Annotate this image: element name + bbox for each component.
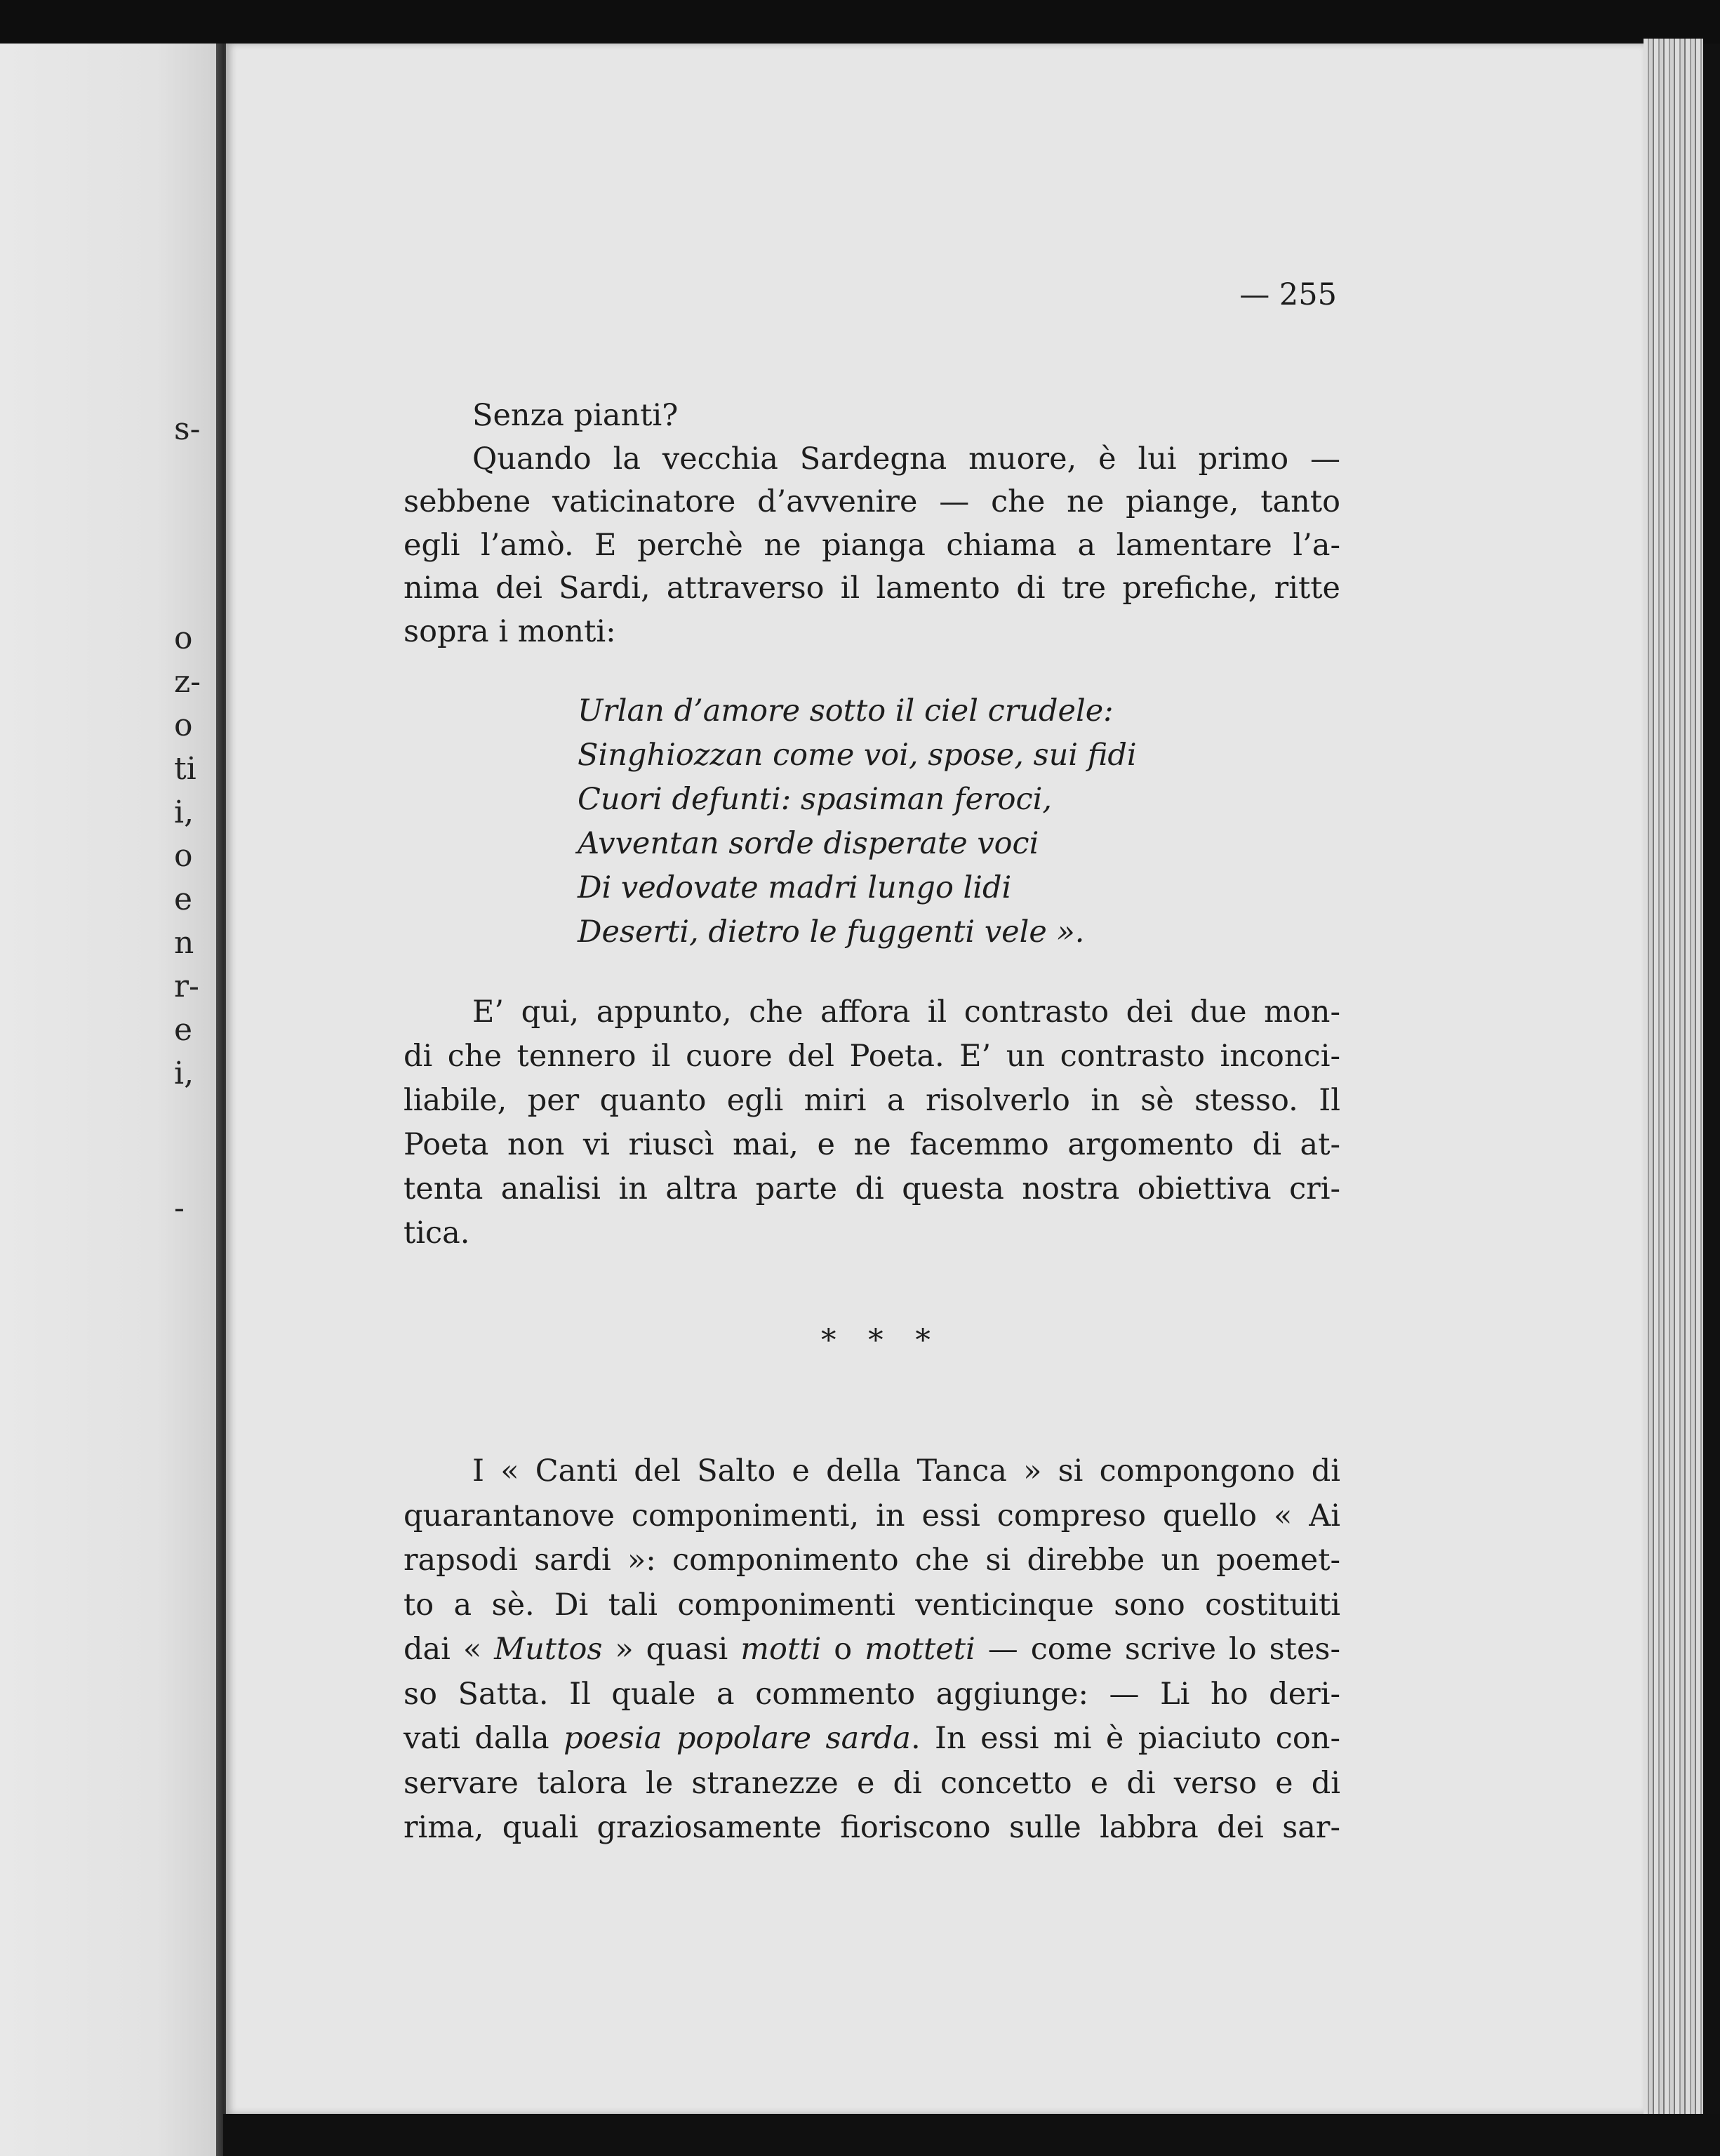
- scan-bottom-border: [223, 2114, 1720, 2156]
- text-run: — come scrive lo stes-: [975, 1632, 1341, 1667]
- poem-line: Cuori defunti: spasiman feroci,: [578, 782, 1053, 817]
- text-line: Senza pianti?: [472, 398, 679, 433]
- left-fragment: i,: [174, 794, 194, 830]
- text-run: . In essi mi è piaciuto con-: [910, 1721, 1340, 1756]
- text-line: quarantanove componimenti, in essi compreso quello « Ai: [404, 1498, 1340, 1533]
- text-run: » quasi: [602, 1632, 741, 1667]
- left-fragment: e: [174, 1012, 193, 1048]
- text-run: o: [821, 1632, 865, 1667]
- text-line: sebbene vaticinatore d’avvenire — che ne piange, tanto: [404, 484, 1340, 519]
- text-line: servare talora le stranezze e di concetto e di verso e di: [404, 1765, 1340, 1801]
- text-run: vati dalla: [404, 1721, 564, 1756]
- italic-term: poesia popolare sarda: [564, 1721, 911, 1756]
- left-fragment: i,: [174, 1056, 194, 1091]
- text-line-with-italics: [404, 1717, 1340, 1762]
- text-line: so Satta. Il quale a commento aggiunge: — Li ho deri-: [404, 1676, 1340, 1712]
- text-line: rapsodi sardi »: componimento che si direbbe un poemet-: [404, 1543, 1340, 1578]
- text-line-with-italics: [404, 1628, 1340, 1672]
- poem-line: Urlan d’amore sotto il ciel crudele:: [578, 693, 1114, 728]
- left-fragment: r-: [174, 969, 199, 1004]
- text-line: Quando la vecchia Sardegna muore, è lui primo —: [472, 441, 1340, 477]
- text-line: rima, quali graziosamente fioriscono sulle labbra dei sar-: [404, 1810, 1340, 1845]
- left-fragment: -: [174, 1190, 185, 1226]
- text-line: egli l’amò. E perchè ne pianga chiama a lamentare l’a-: [404, 527, 1340, 563]
- italic-term: motti: [740, 1632, 822, 1667]
- text-line: I « Canti del Salto e della Tanca » si compongono di: [472, 1453, 1340, 1489]
- left-fragment: n: [174, 925, 194, 961]
- text-line: E’ qui, appunto, che affora il contrasto dei due mon-: [472, 994, 1340, 1030]
- text-line: sopra i monti:: [404, 613, 616, 649]
- text-line: di che tennero il cuore del Poeta. E’ un contrasto inconci-: [404, 1039, 1340, 1074]
- text-run: dai «: [404, 1632, 495, 1667]
- left-fragment: o: [174, 620, 193, 656]
- text-line: tica.: [404, 1216, 470, 1251]
- left-page-text-fragments: [167, 44, 223, 2156]
- text-line: to a sè. Di tali componimenti venticinque sono costituiti: [404, 1587, 1340, 1623]
- left-fragment: z-: [174, 664, 201, 700]
- text-line: Poeta non vi riuscì mai, e ne facemmo argomento di at-: [404, 1127, 1340, 1162]
- left-fragment: ti: [174, 751, 196, 787]
- poem-line: Singhiozzan come voi, spose, sui fidi: [578, 738, 1137, 773]
- left-page: [0, 44, 223, 2156]
- section-break: * * *: [821, 1323, 942, 1358]
- text-line: tenta analisi in altra parte di questa nostra obiettiva cri-: [404, 1171, 1340, 1206]
- text-line: nima dei Sardi, attraverso il lamento di tre prefiche, ritte: [404, 571, 1340, 606]
- left-fragment: o: [174, 707, 193, 743]
- text-line: liabile, per quanto egli miri a risolverlo in sè stesso. Il: [404, 1083, 1340, 1118]
- italic-term: Muttos: [494, 1632, 603, 1667]
- scan-top-border: [0, 0, 1720, 44]
- poem-line: Di vedovate madri lungo lidi: [578, 870, 1012, 905]
- left-fragment: e: [174, 881, 193, 917]
- page-edges: [1644, 39, 1703, 2127]
- poem-quotation: [578, 689, 1209, 954]
- page-number: — 255: [1239, 277, 1337, 312]
- intro-paragraph: [404, 394, 1340, 653]
- poem-line: Deserti, dietro le fuggenti vele ».: [578, 914, 1085, 950]
- left-fragment: s-: [174, 411, 201, 447]
- italic-term: motteti: [865, 1632, 975, 1667]
- body-paragraph-canti: [404, 1449, 1340, 1851]
- poem-line: Avventan sorde disperate voci: [578, 826, 1039, 861]
- left-fragment: o: [174, 838, 193, 874]
- body-paragraph-contrast: [404, 990, 1340, 1256]
